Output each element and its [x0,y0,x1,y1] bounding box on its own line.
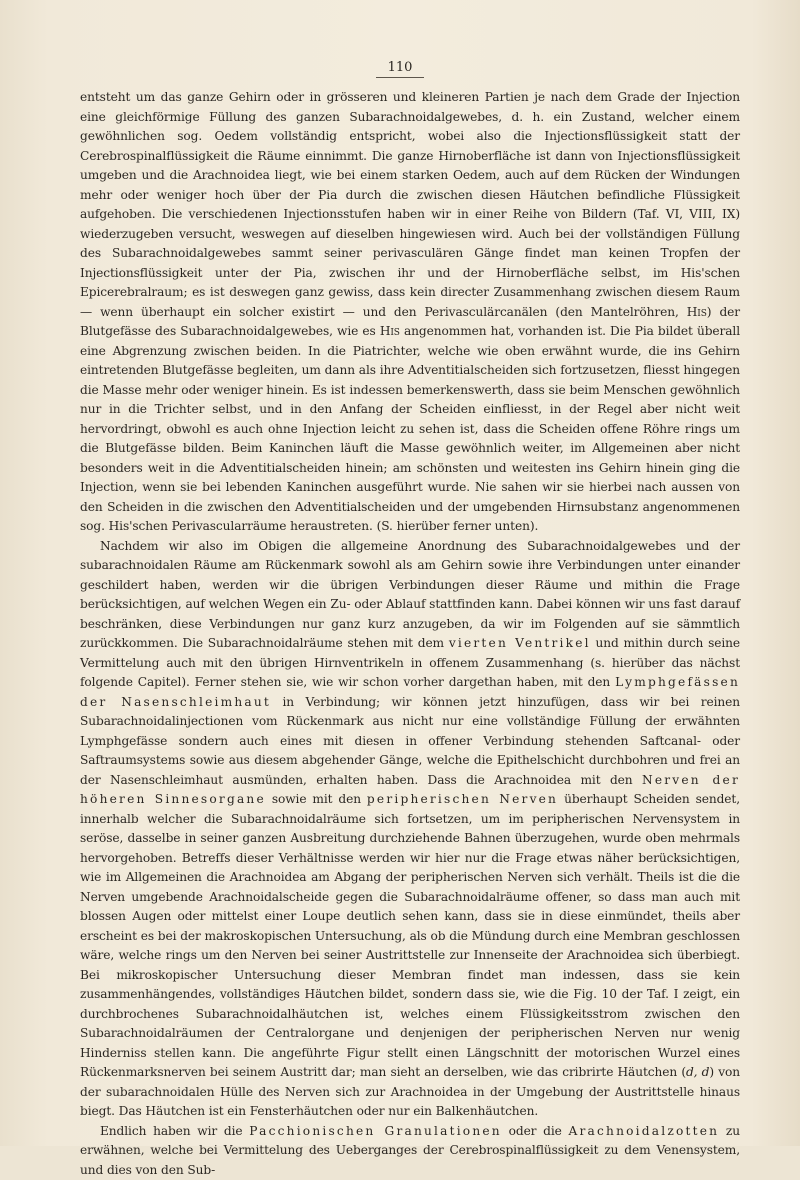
paragraph-text: oder die [502,1124,569,1138]
page-number-text: 110 [376,60,425,78]
paragraph-text: sowie mit den [266,792,367,806]
paragraph-text: entsteht um das ganze Gehirn oder in grösseren und kleineren Partien je nach dem Grade der Injection eine gleichförmige Füllung des ganzen Subarachnoidalgewebes, d. h. ein Zustand, welcher einem gewöhnlichen sog. Oedem vollständig entspricht, wobei also die Injectionsflüssigkeit statt der Cerebrospinalflüssigkeit die Räume einnimmt. Die ganze Hirnoberfläche ist dann von Injectionsflüssigkeit umgeben und die Arachnoidea liegt, wie bei einem starken Oedem, auch auf dem Rücken der Windungen mehr oder weniger hoch über der Pia durch die zwischen diesen Häutchen befindliche Flüssigkeit aufgehoben. Die verschiedenen Injectionsstufen haben wir in einer Reihe von Bildern (Taf. VI, VIII, IX) wiederzugeben versucht, weswegen auf dieselben hingewiesen wird. Auch bei der vollständigen Füllung des Subarachnoidalgewebes sammt seiner perivasculären Gänge findet man keinen Tropfen der Injectionsflüssigkeit unter der Pia, zwischen ihr und der Hirnoberfläche selbst, im His'schen Epicerebralraum; es ist deswegen ganz gewiss, dass kein directer Zusammenhang zwischen diesem Raum — wenn überhaupt ein solcher existirt — und den Perivasculärcanälen (den Mantelröhren, [80,90,740,319]
spaced-emphasis-text: Pacchionischen Granulationen [249,1124,502,1138]
page-number [0,60,800,78]
figure-reference-text: d, d [686,1065,709,1079]
author-name-text: His [380,324,400,338]
spaced-emphasis-text: Lymphgefässen der Nasenschleimhaut [80,675,740,709]
paragraph [80,1122,740,1180]
spaced-emphasis-text: Nerven der höheren Sinnesorgane [80,773,740,807]
paragraph [80,88,740,537]
paragraph-text: überhaupt Scheiden sendet, innerhalb welcher die Subarachnoidalräume sich fortsetzen, um im peripherischen Nervensystem in seröse, dasselbe in seiner ganzen Ausbreitung durchziehende Bahnen überzugehen, wurde oben mehrmals hervorgehoben. Betreffs dieser Verhältnisse werden wir hier nur die Frage etwas näher berücksichtigen, wie im Allgemeinen die Arachnoidea am Abgang der peripherischen Nerven sich verhält. Theils ist die die Nerven umgebende Arachnoidalscheide gegen die Subarachnoidalräume offener, so dass man auch mit blossen Augen oder mittelst einer Loupe deutlich sehen kann, dass sie in diese einmündet, theils aber erscheint es bei der makroskopischen Untersuchung, als ob die Mündung durch eine Membran geschlossen wäre, welche rings um den Nerven bei seiner Austrittstelle zur Innenseite der Arachnoidea sich überbiegt. Bei mikroskopischer Untersuchung dieser Membran findet man indessen, dass sie kein zusammenhängendes, vollständiges Häutchen bildet, sondern dass sie, wie die Fig. 10 der Taf. I zeigt, ein durchbrochenes Subarachnoidalhäutchen ist, welches einem Flüssigkeitsstrom zwischen den Subarachnoidalräumen der Centralorgane und denjenigen der peripherischen Nerven nur wenig Hinderniss stellen kann. Die angeführte Figur stellt einen Längschnitt der motorischen Wurzel eines Rückenmarksnerven bei seinem Austritt dar; man sieht an derselben, wie das cribrirte Häutchen ( [80,792,740,1079]
paragraph-text: und mithin durch seine Vermittelung auch mit den übrigen Hirnventrikeln in offenem Zusammenhang (s. hierüber das nächst folgende Capitel). Ferner stehen sie, wie wir schon vorher dargethan haben, mit den [80,636,740,689]
spaced-emphasis-text: vierten Ventrikel [449,636,591,650]
paragraph-text: ) der Blutgefässe des Subarachnoidalgewebes, wie es [80,305,740,339]
paragraph-text: in Verbindung; wir können jetzt hinzufügen, dass wir bei reinen Subarachnoidalinjectionen vom Rückenmark aus nicht nur eine vollständige Füllung der erwähnten Lymphgefässe sondern auch eines mit diesen in offener Verbindung stehenden Saftcanal- oder Saftraumsystems sowie aus diesem abgehender Gänge, welche die Epithelschicht durchbohren und frei an der Nasenschleimhaut ausmünden, erhalten haben. Dass die Arachnoidea mit den [80,695,740,787]
paragraph-text: angenommen hat, vorhanden ist. Die Pia bildet überall eine Abgrenzung zwischen beiden. In die Piatrichter, welche wie oben erwähnt wurde, die ins Gehirn eintretenden Blutgefässe begleiten, um dann als ihre Adventitialscheiden sich fortzusetzen, fliesst hingegen die Masse mehr oder weniger hinein. Es ist indessen bemerkenswerth, dass sie beim Menschen gewöhnlich nur in die Trichter selbst, und in den Anfang der Scheiden einfliesst, in der Regel aber nicht weit hervordringt, obwohl es auch ohne Injection leicht zu sehen ist, dass die Scheiden offene Röhre rings um die Blutgefässe bilden. Beim Kaninchen läuft die Masse gewöhnlich weiter, im Allgemeinen aber nicht besonders weit in die Adventitialscheiden hinein; am schönsten und weitesten ins Gehirn hinein ging die Injection, wenn sie bei lebenden Kaninchen ausgeführt wurde. Nie sahen wir sie hierbei nach aussen von den Scheiden in die zwischen den Adventitialscheiden und der umgebenden Hirnsubstanz angenommenen sog. His'schen Perivascularräume heraustreten. (S. hierüber ferner unten). [80,324,740,533]
spaced-emphasis-text: peripherischen Nerven [367,792,558,806]
paragraph-text: Nachdem wir also im Obigen die allgemeine Anordnung des Subarachnoidalgewebes und der subarachnoidalen Räume am Rückenmark sowohl als am Gehirn sowie ihre Verbindungen unter einander geschildert haben, werden wir die übrigen Verbindungen dieser Räume und mithin die Frage berücksichtigen, auf welchen Wegen ein Zu- oder Ablauf stattfinden kann. Dabei können wir uns fast darauf beschränken, diese Verbindungen nur ganz kurz anzugeben, da wir im Folgenden auf sie sämmtlich zurückkommen. Die Subarachnoidalräume stehen mit dem [80,539,740,651]
paragraph-text: ) von der subarachnoidalen Hülle des Nerven sich zur Arachnoidea in der Umgebung der Austrittstelle hinaus biegt. Das Häutchen ist ein Fensterhäutchen oder nur ein Balkenhäutchen. [80,1065,740,1118]
paragraph [80,537,740,1122]
paragraph-text: Endlich haben wir die [100,1124,249,1138]
body-text [80,88,740,1180]
spaced-emphasis-text: Arachnoidalzotten [569,1124,720,1138]
paragraph-text: zu erwähnen, welche bei Vermittelung des Ueberganges der Cerebrospinalflüssigkeit zu dem Venensystem, und dies von den Sub- [80,1124,740,1177]
author-name-text: His [687,305,707,319]
